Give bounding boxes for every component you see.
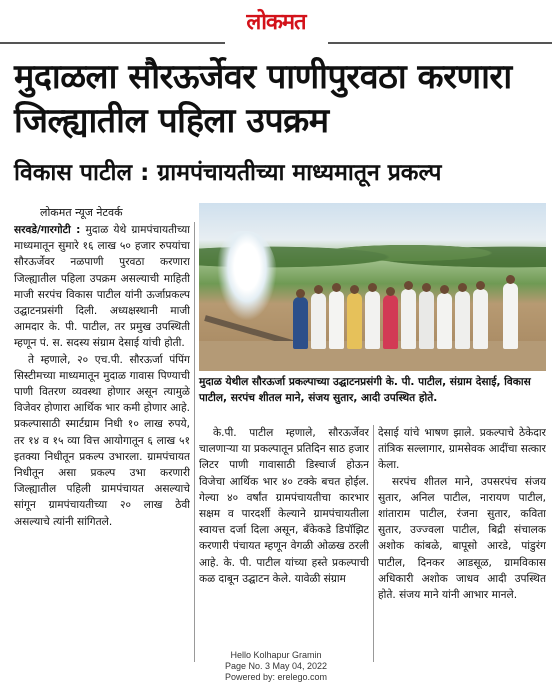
- article-column-1: [14, 222, 190, 664]
- photo-person: [365, 291, 380, 349]
- footer-powered-by: Powered by: erelego.com: [224, 672, 328, 682]
- column-divider: [373, 425, 374, 662]
- masthead-rule-left: [0, 42, 225, 44]
- paragraph-text: मुदाळ येथे ग्रामपंचायतीच्या माध्यमातून सुमारे १६ लाख ५० हजार रुपयांचा सौरऊर्जेवर नळपाणी पुरवठा करणारा जिल्ह्यातील पहिला उपक्रम असल्याची माहिती माजी सरपंच विकास पाटील यांनी ऊर्जाप्रकल्प उद्घाटनप्रसंगी दिली. अध्यक्षस्थानी माजी आमदार के. पी. पाटील, तर प्रमुख उपस्थिती म्हणून पं. स. सदस्य संग्राम देसाई यांची होती.: [14, 224, 190, 350]
- photo-person: [311, 293, 326, 349]
- photo-water-jet: [217, 231, 277, 321]
- headline: मुदाळला सौरऊर्जेवर पाणीपुरवठा करणारा जिल्ह्यातील पहिला उपक्रम: [14, 57, 512, 141]
- paragraph: [14, 222, 190, 352]
- article-column-3: [378, 425, 546, 664]
- newspaper-logo: लोकमत: [246, 9, 306, 35]
- photo-caption: मुदाळ येथील सौरऊर्जा प्रकल्पाच्या उद्घाटनप्रसंगी के. पी. पाटील, संग्राम देसाई, विकास पाटील, सरपंच शीतल माने, संजय सुतार, आदी उपस्थित होते.: [199, 376, 531, 404]
- photo-person: [293, 297, 308, 349]
- paragraph: सरपंच शीतल माने, उपसरपंच संजय सुतार, अनिल पाटील, नारायण पाटील, शांताराम पाटील, रंजना सुतार, कविता सुतार, उज्ज्वला पाटील, बिद्री संचालक अशोक कांबळे, बापूसो आरडे, पांडुरंग पाटील, दिनकर आडसूळ, ग्रामविकास अधिकारी अशोक जाधव आदी उपस्थित होते. संजय माने यांनी आभार मानले.: [378, 475, 546, 602]
- masthead-rule-right: [328, 42, 552, 44]
- photo-person: [329, 291, 344, 349]
- subheadline: विकास पाटील : ग्रामपंचायतीच्या माध्यमातून प्रकल्प: [14, 160, 442, 186]
- photo-person: [437, 293, 452, 349]
- photo-person: [383, 295, 398, 349]
- photo-person: [455, 291, 470, 349]
- article-column-2: [199, 425, 369, 664]
- footer-page-date: Page No. 3 May 04, 2022: [224, 661, 328, 671]
- event-photo: [199, 203, 546, 371]
- page-footer: [0, 650, 552, 683]
- masthead: [0, 0, 552, 40]
- photo-person: [347, 293, 362, 349]
- photo-person: [419, 291, 434, 349]
- paragraph: देसाई यांचे भाषण झाले. प्रकल्पाचे ठेकेदार तांत्रिक सल्लागार, ग्रामसेवक आदींचा सत्कार केला.: [378, 427, 546, 472]
- photo-person: [401, 289, 416, 349]
- dateline: सरवडे/गारगोटी :: [14, 224, 81, 236]
- paragraph: ते म्हणाले, २० एच.पी. सौरऊर्जा पंपिंग सिस्टीमच्या माध्यमातून मुदाळ गावास पिण्याची पाणी वितरण व्यवस्था होणार असून त्यामुळे विजेवर होणारा आर्थिक भार कमी होणार आहे. प्रकल्पासाठी स्मार्टग्राम निधी १० लाख रुपये, तर १४ व १५ व्या वित्त आयोगातून ६ लाख ५१ इतक्या निधीतून प्रकल्प उभारला. ग्रामपंचायत निधीतून असा प्रकल्प उभा करणारी जिल्ह्यातील पहिली ग्रामपंचायत असल्याचे सांगून ग्रामपंचायतीच्या २० लाख ठेवी असल्याचे त्यांनी सांगितले.: [14, 353, 190, 528]
- footer-source: Hello Kolhapur Gramin: [230, 650, 322, 660]
- photo-person: [473, 289, 488, 349]
- photo-person: [503, 283, 518, 349]
- byline: लोकमत न्यूज नेटवर्क: [40, 206, 123, 219]
- paragraph: के.पी. पाटील म्हणाले, सौरऊर्जेवर चालणाऱ्या या प्रकल्पातून प्रतिदिन साठ हजार लिटर पाणी गावासाठी डिस्चार्ज होऊन विजेचा आर्थिक भार ४० टक्के बचत होईल. गेल्या ४० वर्षांत ग्रामपंचायतीचा कारभार सक्षम व पारदर्शी केल्याने ग्रामपंचायतीला स्वायत्त दर्जा दिला असून, बँकेकडे डिपॉझिट करणारी पंचायत म्हणून वेगळी ओळख ठरली आहे. के. पी. पाटील यांच्या हस्ते प्रकल्पाची कळ दाबून उद्घाटन केले. यावेळी संग्राम: [199, 427, 369, 585]
- column-divider: [194, 222, 195, 662]
